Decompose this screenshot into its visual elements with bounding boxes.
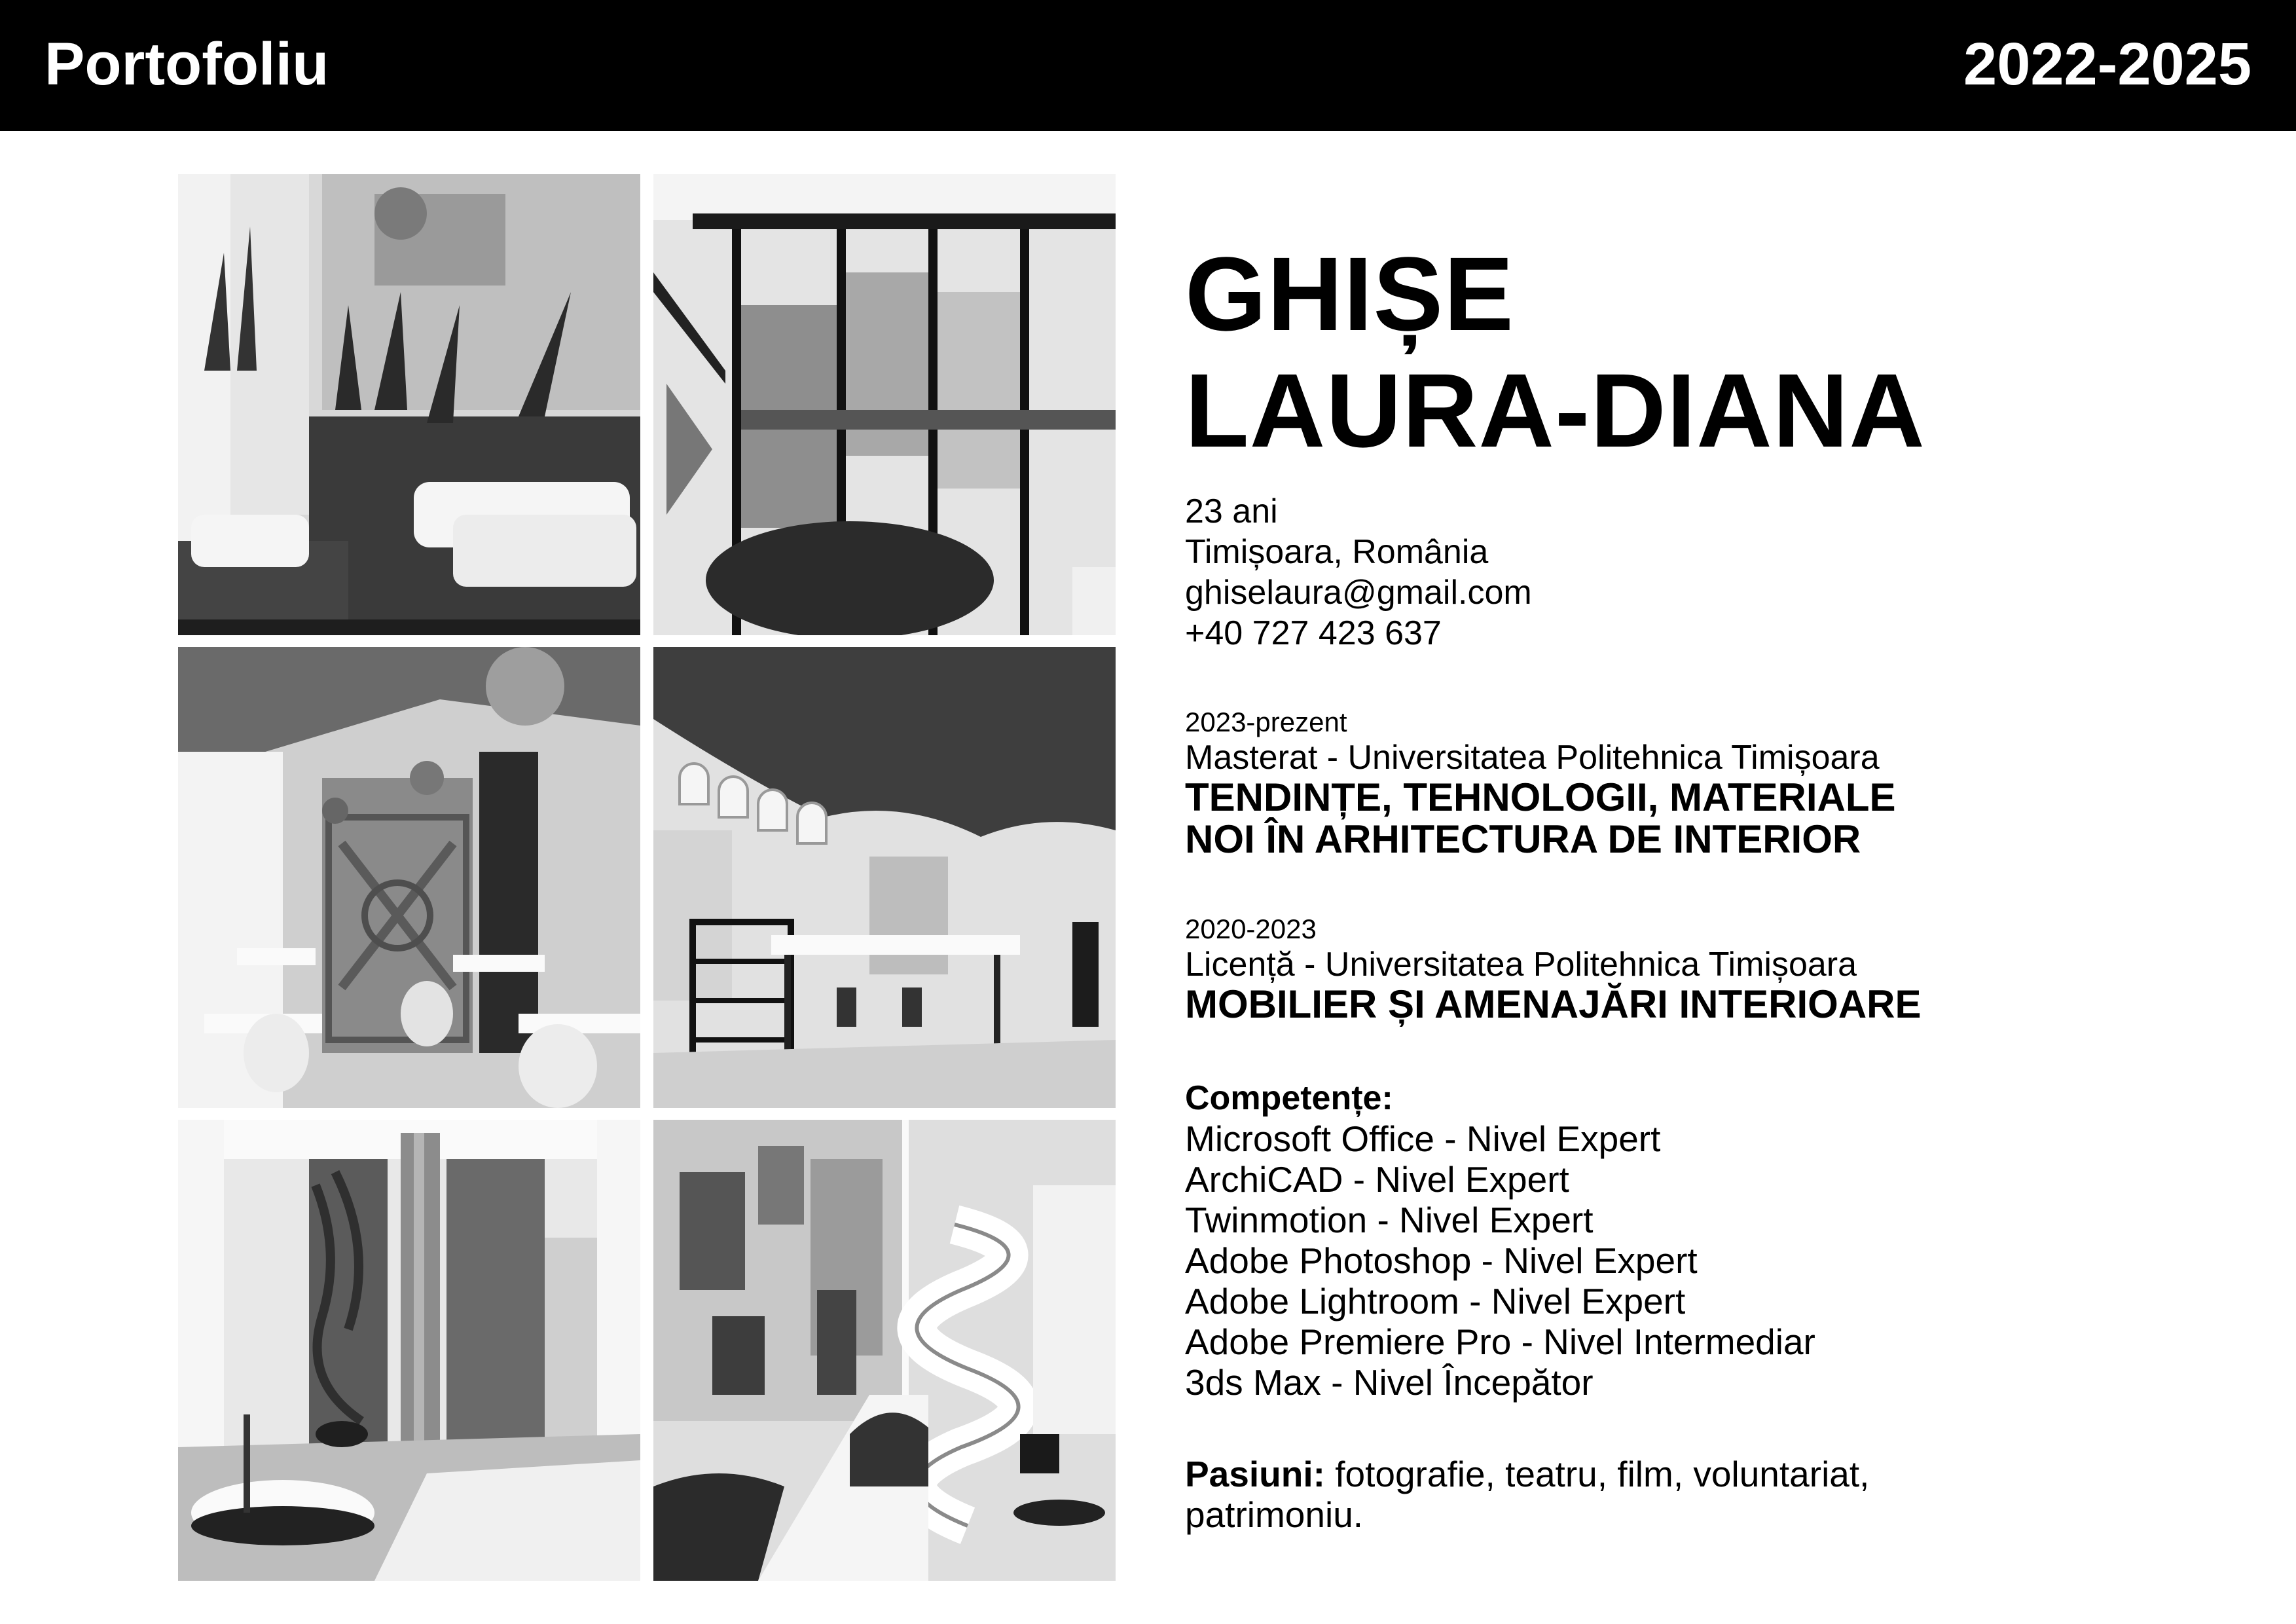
age-text: 23 ani (1185, 492, 1278, 530)
hobbies-section (1185, 1454, 1971, 1535)
skill-item: Microsoft Office - Nivel Expert (1185, 1118, 1661, 1159)
render-atrium-image (178, 1120, 640, 1581)
profile-panel (1185, 236, 2232, 1535)
header-bar (0, 0, 2296, 131)
person-name (1185, 236, 2232, 469)
render-glass-office-image (653, 174, 1116, 635)
portfolio-title: Portofoliu (45, 31, 329, 98)
education-school: Masterat - Universitatea Politehnica Timișoara (1185, 739, 1880, 777)
skills-title: Competențe: (1185, 1079, 1393, 1117)
render-library-image (653, 647, 1116, 1108)
render-lounge-image (178, 174, 640, 635)
phone-text: +40 727 423 637 (1185, 614, 1442, 652)
education-program-line-2: NOI ÎN ARHITECTURA DE INTERIOR (1185, 817, 1861, 861)
render-restaurant-image (178, 647, 640, 1108)
contact-details (1185, 491, 2232, 654)
skill-item: Adobe Photoshop - Nivel Expert (1185, 1240, 1698, 1281)
email-text: ghiselaura@gmail.com (1185, 574, 1532, 612)
skill-item: Twinmotion - Nivel Expert (1185, 1200, 1594, 1240)
education-period: 2020-2023 (1185, 913, 1317, 944)
education-master (1185, 706, 2232, 860)
skills-section (1185, 1078, 2232, 1403)
education-program-line-1: TENDINȚE, TEHNOLOGII, MATERIALE (1185, 775, 1896, 819)
name-line-1: GHIȘE (1185, 235, 1514, 352)
render-gallery (178, 174, 1116, 1581)
render-spiral-stair-image (653, 1120, 1116, 1581)
education-period: 2023-prezent (1185, 707, 1347, 737)
city-text: Timișoara, România (1185, 533, 1489, 571)
skill-item: Adobe Premiere Pro - Nivel Intermediar (1185, 1321, 1815, 1362)
name-line-2: LAURA-DIANA (1185, 352, 1925, 469)
portfolio-years: 2022-2025 (1963, 31, 2251, 98)
skill-item: 3ds Max - Nivel Începător (1185, 1362, 1594, 1403)
hobbies-label: Pasiuni: (1185, 1454, 1325, 1494)
education-bachelor (1185, 913, 2232, 1025)
skill-item: Adobe Lightroom - Nivel Expert (1185, 1281, 1686, 1321)
hobbies-text: fotografie, teatru, film, voluntariat, patrimoniu. (1185, 1454, 1870, 1535)
education-school: Licență - Universitatea Politehnica Timișoara (1185, 946, 1857, 984)
education-program-line-1: MOBILIER ȘI AMENAJĂRI INTERIOARE (1185, 982, 1922, 1026)
skill-item: ArchiCAD - Nivel Expert (1185, 1159, 1569, 1200)
